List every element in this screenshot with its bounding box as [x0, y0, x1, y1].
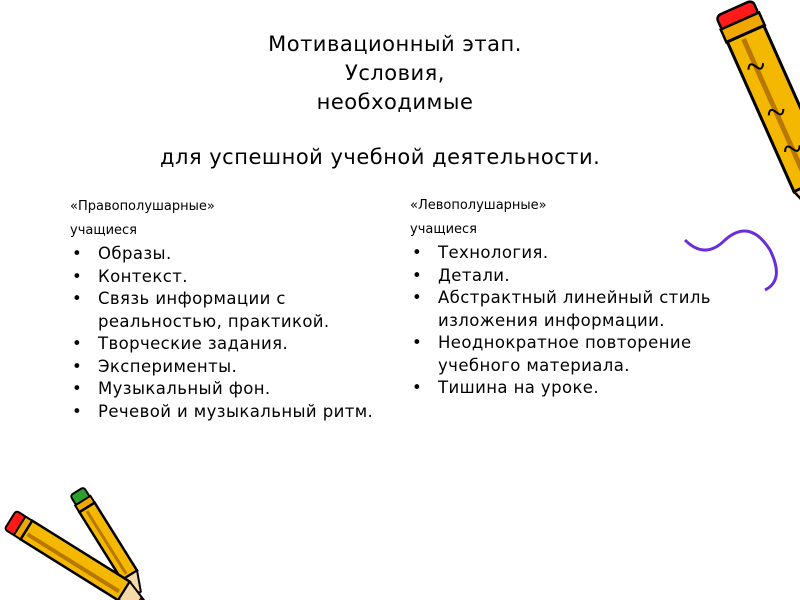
list-item-text: Контекст.: [98, 266, 188, 286]
right-brain-column: [70, 195, 400, 423]
list-item-text: Неоднократное повторение учебного материала.: [438, 333, 692, 375]
list-item: [70, 288, 400, 333]
bullet-icon: •: [412, 378, 423, 397]
title-line-2: Условия,: [345, 61, 445, 85]
list-item: [70, 243, 400, 266]
bullet-icon: •: [412, 333, 423, 352]
pencils-crossed-icon: [0, 485, 175, 600]
bullet-icon: •: [72, 289, 83, 308]
title-line-3: необходимые: [316, 90, 474, 114]
list-item-text: Технология.: [438, 243, 549, 262]
scribble-line: [685, 231, 776, 290]
bullet-icon: •: [72, 266, 83, 286]
slide-subtitle: для успешной учебной деятельности.: [160, 145, 601, 169]
list-item: [410, 377, 740, 400]
pencil-body: [727, 26, 800, 192]
bullet-icon: •: [72, 379, 83, 398]
list-item-text: Детали.: [438, 265, 511, 285]
list-item: [70, 333, 400, 356]
list-item: [70, 378, 400, 401]
list-item-text: Эксперименты.: [98, 356, 238, 376]
right-column-heading-2: учащиеся: [410, 222, 477, 237]
list-item: [70, 401, 400, 424]
left-column-heading-1: «Правополушарные»: [70, 199, 215, 214]
bullet-icon: •: [412, 243, 423, 262]
list-item: [70, 356, 400, 379]
bullet-icon: •: [72, 334, 83, 353]
right-column-heading-1: «Левополушарные»: [410, 198, 547, 213]
right-brain-list: [70, 243, 400, 423]
bullet-icon: •: [72, 356, 83, 376]
list-item-text: Творческие задания.: [98, 334, 289, 353]
bullet-icon: •: [72, 401, 83, 421]
list-item-text: Связь информации с реальностью, практикой.: [98, 289, 330, 331]
left-column-heading-2: учащиеся: [70, 223, 137, 238]
list-item: [410, 332, 740, 377]
list-item-text: Образы.: [98, 244, 172, 263]
title-line-1: Мотивационный этап.: [268, 32, 522, 56]
list-item-text: Тишина на уроке.: [438, 378, 600, 397]
list-item: [70, 266, 400, 289]
bullet-icon: •: [412, 265, 423, 285]
bullet-icon: •: [72, 244, 83, 263]
list-item-text: Музыкальный фон.: [98, 379, 271, 398]
pencil-large-icon: [655, 0, 800, 300]
list-item-text: Речевой и музыкальный ритм.: [98, 401, 374, 421]
bullet-icon: •: [412, 288, 423, 307]
list-item-text: Абстрактный линейный стиль изложения информации.: [438, 288, 711, 330]
